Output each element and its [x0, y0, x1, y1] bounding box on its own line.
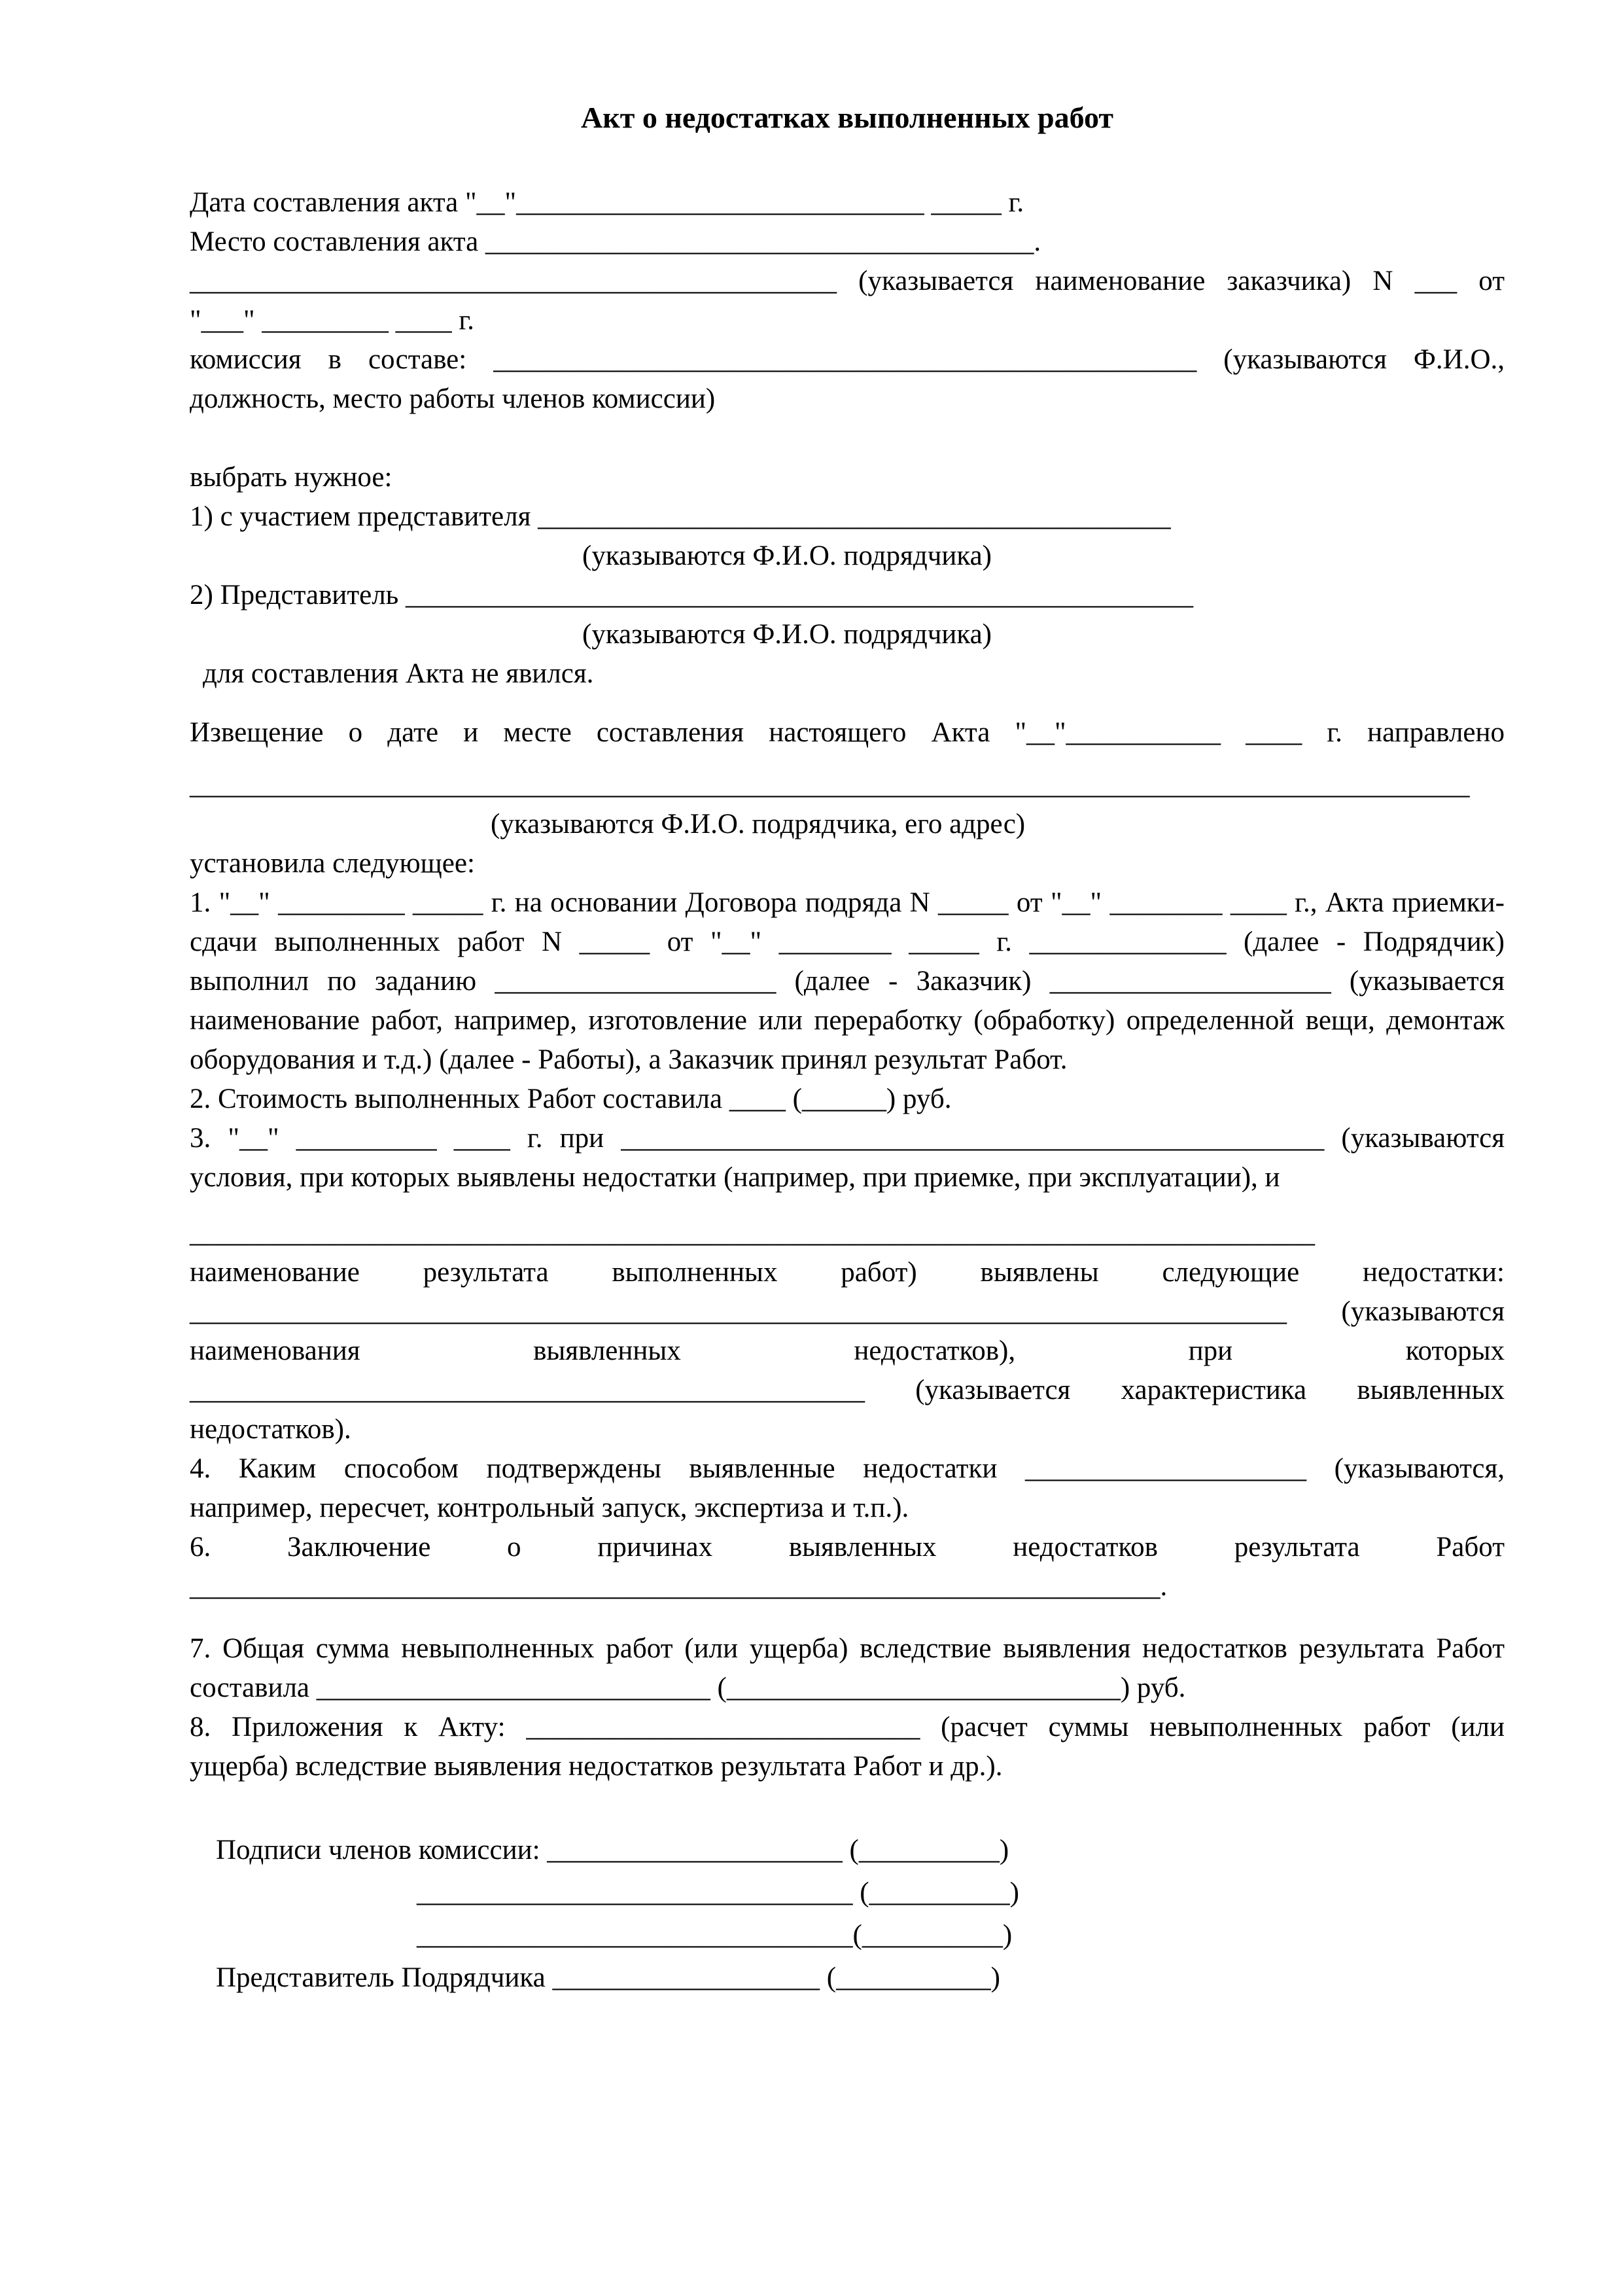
line-p1-acceptance-act: сдачи выполненных работ N _____ от "__" ________ _____ г. ______________ (далее - Подрядчик) — [190, 927, 1505, 957]
line-established-following: установила следующее: — [190, 848, 475, 879]
sig-contractor-representative: Представитель Подрядчика ___________________ (___________) — [216, 1962, 1000, 1993]
line-commission-members: комиссия в составе: __________________________________________________ (указываются Ф.И.О., — [190, 344, 1505, 375]
line-p3-conditions-note: условия, при которых выявлены недостатки (например, при приемке, при эксплуатации), и — [190, 1162, 1280, 1193]
sig-committee-line-3: _______________________________(__________) — [417, 1920, 1013, 1951]
line-p1-work-result: оборудования и т.д.) (далее - Работы), а Заказчик принял результат Работ. — [190, 1044, 1068, 1075]
line-p1-work-description: наименование работ, например, изготовление или переработку (обработку) определенной вещи, демонтаж — [190, 1005, 1505, 1036]
line-contractor-fio-note-1: (указываются Ф.И.О. подрядчика) — [582, 540, 992, 571]
line-notice-sent: Извещение о дате и месте составления настоящего Акта "__"___________ ____ г. направлено — [190, 717, 1505, 748]
line-p3-date-conditions: 3. "__" __________ ____ г. при __________________________________________________ (указываются — [190, 1123, 1505, 1154]
line-p3-defect-names-note: ______________________________________________________________________________ (указываются — [190, 1296, 1505, 1327]
line-p6-conclusion: 6. Заключение о причинах выявленных недостатков результата Работ — [190, 1532, 1505, 1563]
line-p1-task: выполнил по заданию ____________________ (далее - Заказчик) ____________________ (указывается — [190, 966, 1505, 997]
line-p4-method-examples: например, пересчет, контрольный запуск, экспертиза и т.п.). — [190, 1492, 909, 1523]
line-fill-blank-address: ___________________________________________________________________________________________ — [190, 769, 1470, 800]
line-p7-sum-amount: составила ____________________________ (____________________________) руб. — [190, 1672, 1186, 1703]
line-contractor-fio-note-2: (указываются Ф.И.О. подрядчика) — [582, 619, 992, 650]
line-option-2-representative: 2) Представитель ________________________________________________________ — [190, 580, 1194, 610]
line-act-compilation-date: Дата составления акта "__"_____________________________ _____ г. — [190, 187, 1024, 218]
line-p8-attachments: 8. Приложения к Акту: ____________________________ (расчет суммы невыполненных работ (или — [190, 1712, 1505, 1742]
line-p7-total-sum: 7. Общая сумма невыполненных работ (или ущерба) вследствие выявления недостатков результата Работ — [190, 1633, 1505, 1664]
line-p3-defects-found: наименование результата выполненных работ) выявлены следующие недостатки: — [190, 1257, 1505, 1288]
line-p2-cost: 2. Стоимость выполненных Работ составила ____ (______) руб. — [190, 1084, 952, 1114]
line-p1-contract-basis: 1. "__" _________ _____ г. на основании Договора подряда N _____ от "__" ________ ____ г., Акта приемки- — [190, 887, 1505, 918]
line-act-compilation-place: Место составления акта _______________________________________. — [190, 226, 1041, 257]
line-did-not-appear: для составления Акта не явился. — [203, 658, 594, 689]
line-choose-needed: выбрать нужное: — [190, 462, 393, 493]
line-p8-attachments-note: ущерба) вследствие выявления недостатков результата Работ и др.). — [190, 1751, 1003, 1782]
line-option-1-contractor-present: 1) с участием представителя _____________________________________________ — [190, 501, 1171, 532]
line-p3-defects-end: недостатков). — [190, 1414, 351, 1445]
sig-committee-line-1: Подписи членов комиссии: _____________________ (__________) — [216, 1835, 1009, 1865]
line-p3-defect-characteristics-note: ________________________________________________ (указывается характеристика выявленных — [190, 1375, 1505, 1405]
line-p4-confirmation-method: 4. Каким способом подтверждены выявленные недостатки ____________________ (указываются, — [190, 1453, 1505, 1484]
line-commission-members-note: должность, место работы членов комиссии) — [190, 383, 716, 414]
signature-block — [190, 1829, 1505, 1999]
line-p3-defect-conditions: наименования выявленных недостатков), при которых — [190, 1335, 1505, 1366]
line-date-blank: "___" _________ ____ г. — [190, 305, 474, 336]
document-title: Акт о недостатках выполненных работ — [581, 101, 1113, 134]
line-p6-fill-blank: _____________________________________________________________________. — [190, 1571, 1168, 1602]
sig-committee-line-2: _______________________________ (__________) — [417, 1877, 1019, 1908]
line-contractor-address-note: (указываются Ф.И.О. подрядчика, его адрес) — [491, 809, 1026, 839]
line-p3-fill-blank: ________________________________________________________________________________ — [190, 1218, 1315, 1248]
line-customer-name-note: ______________________________________________ (указывается наименование заказчика) N ___ от — [190, 266, 1505, 296]
